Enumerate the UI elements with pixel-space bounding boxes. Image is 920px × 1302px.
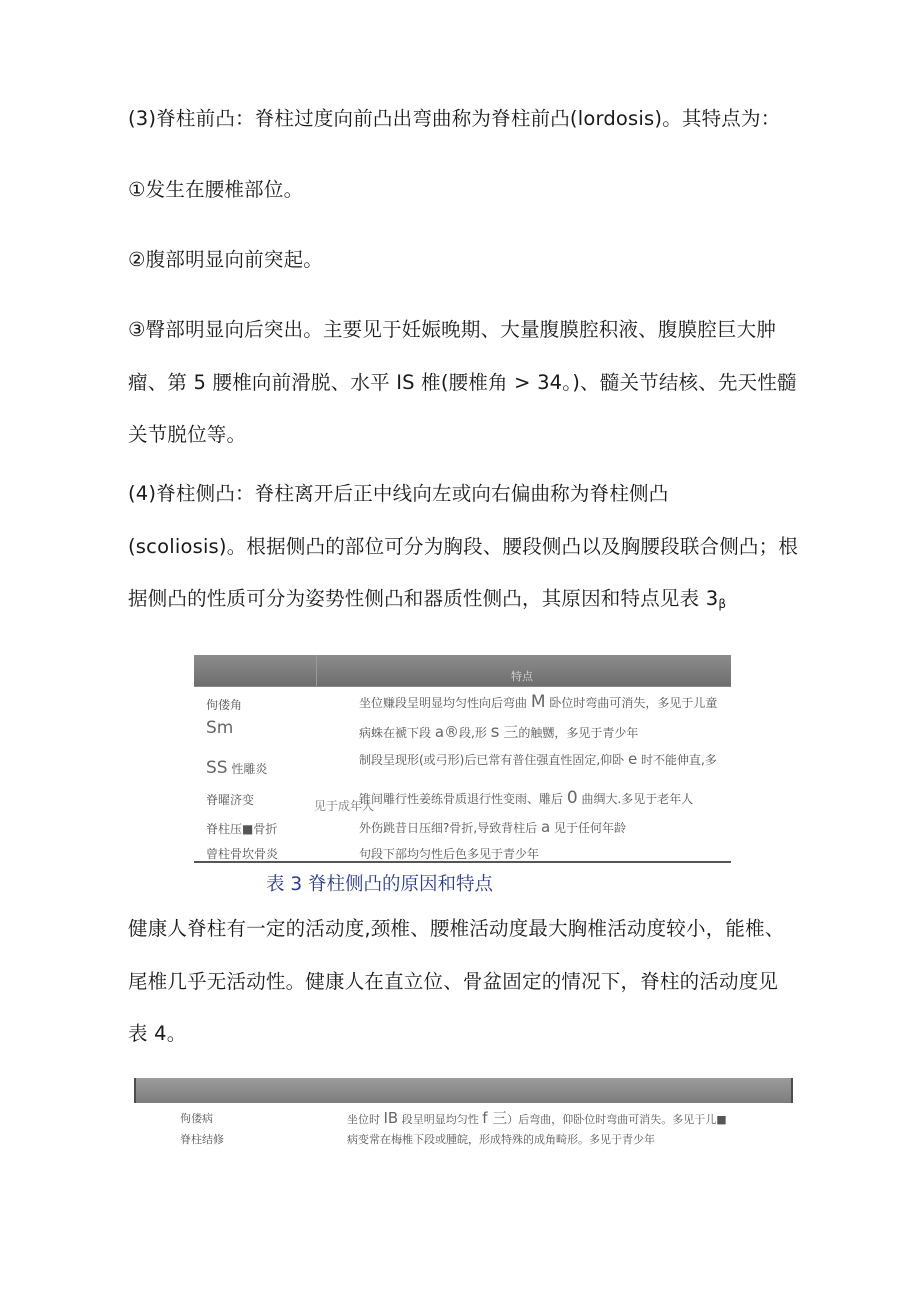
column-divider	[316, 655, 317, 686]
row-desc: 病蛛在褫下段 a®段,形 s 三的触嬲，多见于青少年	[359, 722, 639, 742]
table-header	[134, 1078, 793, 1103]
paragraph-spine-mobility	[128, 903, 808, 1061]
row-desc: 病变常在梅椎下段或腫皖，形成特殊的成角畸形。多见于青少年	[347, 1133, 655, 1146]
text-line: 关节脱位等。	[128, 423, 247, 446]
text-line: ③臀部明显向后突出。主要见于妊娠晚期、大量腹膜腔积液、腹膜腔巨大肿	[128, 318, 777, 341]
table-spine-mobility	[134, 1078, 793, 1148]
row-name: 脊曜济变	[206, 793, 255, 807]
text-line: (scoliosis)。根据侧凸的部位可分为胸段、腰段侧凸以及胸腰段联合侧凸；根	[128, 534, 799, 558]
text-line: ②腹部明显向前突起。	[128, 248, 323, 271]
text-line	[128, 573, 808, 626]
row-desc: 坐位赚段呈明显均匀性向后弯曲 M 卧位时弯曲可消失，多见于儿童	[359, 692, 718, 712]
table-caption: 表 3 脊柱侧凸的原因和特点	[266, 874, 494, 895]
clipped-overflow-text: 见于成年人	[314, 799, 375, 813]
row-desc: 句段下部均匀性后色多见于青少年	[359, 847, 540, 861]
row-desc: 制段呈现形(或弓形)后已常有普住强直性固定,仰卧 e 时不能伸直,多	[359, 750, 717, 768]
row-desc: 外伤跳昔日压细?骨折,导致背柱后 a 见于任何年龄	[359, 818, 627, 836]
paragraph-lordosis-point-1	[128, 172, 808, 208]
row-name: 脊柱压■骨折	[206, 822, 278, 836]
text-line: ①发生在腰椎部位。	[128, 178, 304, 201]
text-line: (3)脊柱前凸：脊柱过度向前凸出弯曲称为脊柱前凸(lordosis)。其特点为：	[128, 107, 781, 130]
subscript-glyph: β	[718, 597, 727, 611]
table-header	[194, 655, 731, 686]
row-desc: 锥间雕行性姜练骨质退行性变雨、雕后 0 曲绸大.多见于老年人	[359, 788, 694, 808]
paragraph-lordosis-point-3	[128, 304, 808, 462]
row-desc: 坐位时 IB 段呈明显均匀性 f 三）后弯曲，仰卧位时弯曲可消失。多见于儿■	[347, 1109, 727, 1127]
row-name: 曾柱骨坎骨炎	[206, 847, 279, 861]
text-line: 表 4。	[128, 1022, 187, 1045]
row-name: 佝偻病	[180, 1112, 213, 1125]
table-rule	[194, 686, 731, 687]
table-border	[134, 1078, 136, 1103]
text-line: 尾椎几乎无活动性。健康人在直立位、骨盆固定的情况下，脊柱的活动度见	[128, 969, 779, 993]
row-name: Sm	[206, 718, 234, 738]
column-header-features: 特点	[511, 670, 533, 683]
table-border	[791, 1078, 793, 1103]
text-line: 瘤、第 5 腰椎向前滑脱、水平 IS 椎(腰椎角 > 34。)、髓关节结核、先天性髓	[128, 370, 797, 394]
table-scoliosis-causes	[194, 655, 731, 863]
row-name: 脊柱结修	[180, 1133, 224, 1146]
row-name: 佝偻角	[206, 698, 243, 712]
paragraph-lordosis-point-2	[128, 242, 808, 278]
text-line: 健康人脊柱有一定的活动度,颈椎、腰椎活动度最大胸椎活动度较小，能椎、	[128, 917, 785, 940]
paragraph-lordosis	[128, 101, 808, 137]
text-line: (4)脊柱侧凸：脊柱离开后正中线向左或向右偏曲称为脊柱侧凸	[128, 482, 669, 505]
text-run: 据侧凸的性质可分为姿势性侧凸和器质性侧凸，其原因和特点见表 3	[128, 587, 719, 610]
table-rule	[194, 861, 731, 863]
paragraph-scoliosis	[128, 468, 808, 626]
row-name: SS 性雕炎	[206, 758, 268, 778]
